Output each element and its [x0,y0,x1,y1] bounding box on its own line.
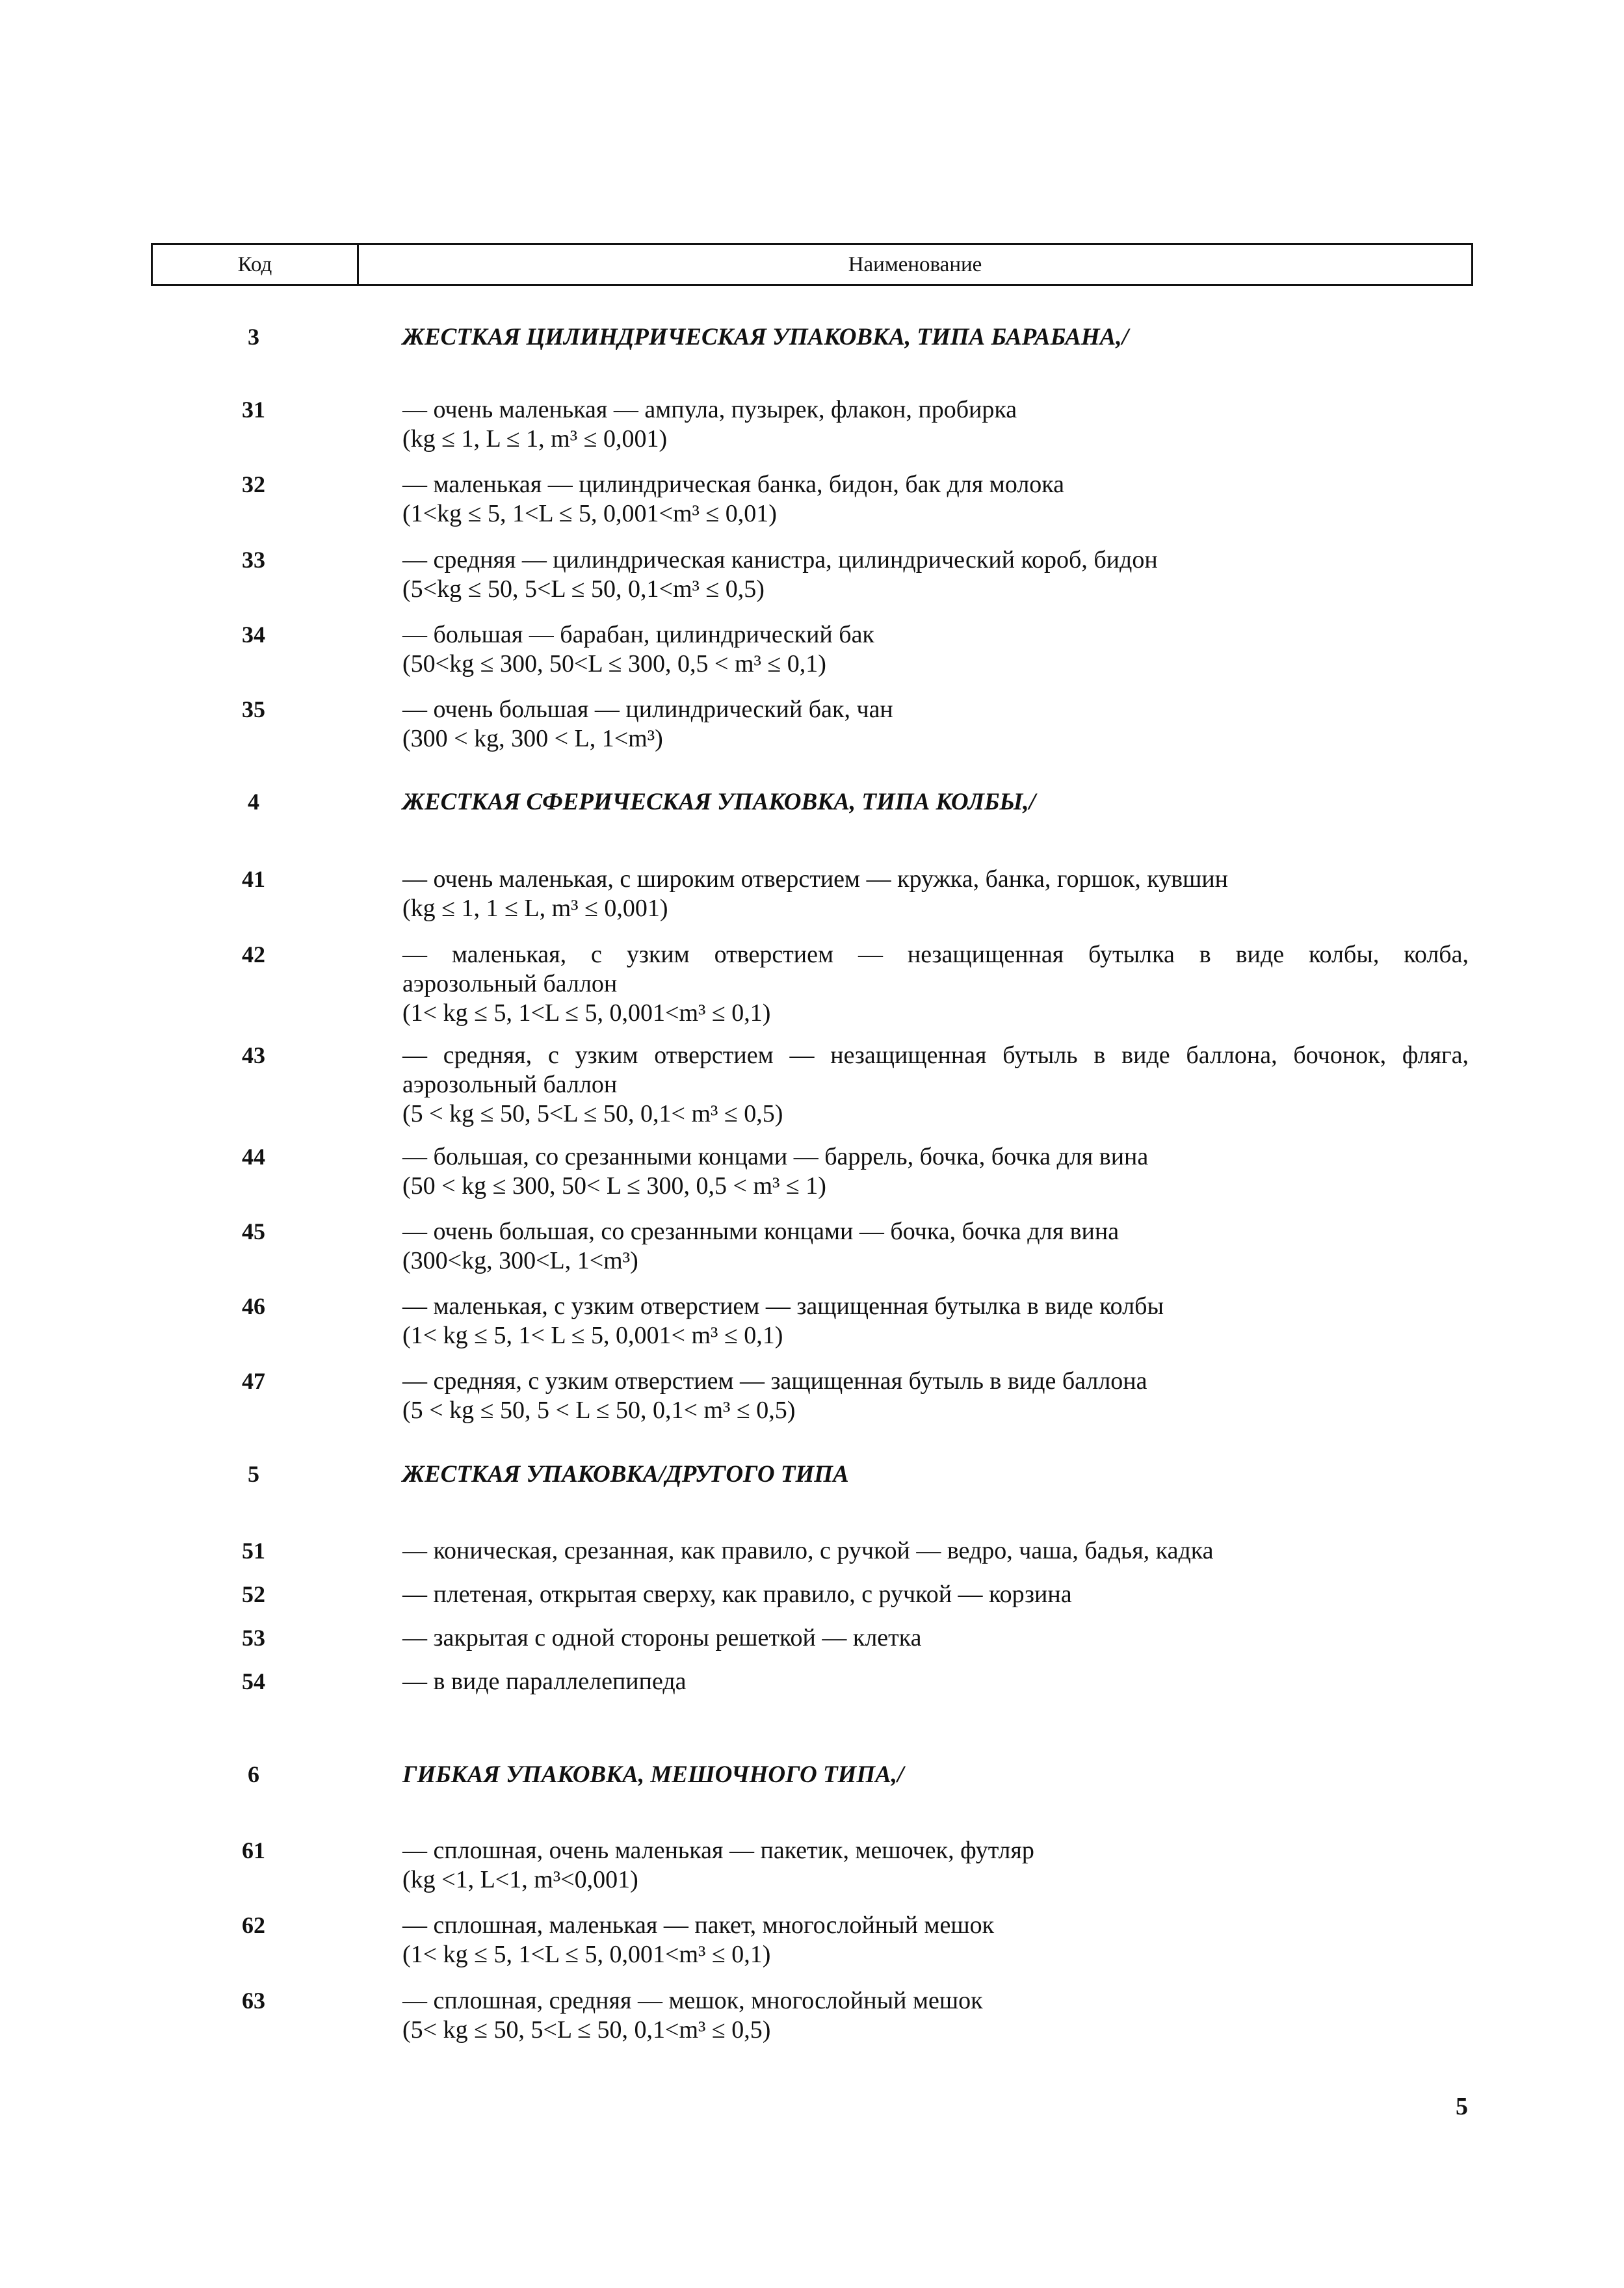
description-line: (1<kg ≤ 5, 1<L ≤ 5, 0,001<m³ ≤ 0,01) [402,500,777,527]
row-code: 5 [248,1461,259,1487]
section-title [402,322,1469,352]
page-number: 5 [1456,2093,1468,2120]
row-code: 47 [242,1368,265,1394]
description-line: — маленькая — цилиндрическая банка, бидон, бак для молока [402,471,1065,498]
description-line: — маленькая, с узким отверстием — незащищенная бутылка в виде колбы, колба, [402,941,1469,968]
description-line: — сплошная, очень маленькая — пакетик, мешочек, футляр [402,1837,1034,1864]
row-code: 42 [242,941,265,967]
row-description [402,1986,1469,2045]
row-description [402,1367,1469,1425]
description-line: — очень большая — цилиндрический бак, чан [402,696,893,723]
row-description [402,1041,1469,1129]
description-line: (300<kg, 300<L, 1<m³) [402,1247,638,1274]
description-line: (kg ≤ 1, L ≤ 1, m³ ≤ 0,001) [402,425,668,453]
description-line: ЖЕСТКАЯ УПАКОВКА/ДРУГОГО ТИПА [402,1461,849,1488]
description-line: — средняя, с узким отверстием — незащищенная бутыль в виде баллона, бочонок, фляга, [402,1042,1469,1069]
row-code: 45 [242,1218,265,1244]
section-title [402,1460,1469,1489]
row-code: 51 [242,1538,265,1564]
description-line: — сплошная, средняя — мешок, многослойный мешок [402,1987,983,2014]
row-description [402,546,1469,604]
row-description [402,695,1469,754]
row-code: 4 [248,789,259,815]
description-line: (1< kg ≤ 5, 1<L ≤ 5, 0,001<m³ ≤ 0,1) [402,999,771,1027]
header-code: Код [153,245,359,284]
description-line: — средняя, с узким отверстием — защищенная бутыль в виде баллона [402,1367,1147,1395]
row-code: 62 [242,1912,265,1938]
description-line: аэрозольный баллон [402,1071,618,1098]
row-description [402,620,1469,679]
row-code: 53 [242,1625,265,1651]
row-code: 3 [248,324,259,350]
row-description [402,1624,1469,1653]
row-code: 32 [242,471,265,497]
row-code: 43 [242,1042,265,1068]
description-line: — очень большая, со срезанными концами — бочка, бочка для вина [402,1218,1120,1245]
description-line: — средняя — цилиндрическая канистра, цилиндрический короб, бидон [402,546,1158,573]
description-line: — в виде параллелепипеда [402,1668,687,1695]
description-line: ЖЕСТКАЯ СФЕРИЧЕСКАЯ УПАКОВКА, ТИПА КОЛБЫ,/ [402,789,1036,815]
section-title [402,787,1469,817]
section-title [402,1760,1469,1789]
header-name: Наименование [848,252,982,276]
row-code: 44 [242,1144,265,1170]
row-description [402,1836,1469,1895]
description-line: — большая, со срезанными концами — баррель, бочка, бочка для вина [402,1143,1149,1170]
description-line: (5<kg ≤ 50, 5<L ≤ 50, 0,1<m³ ≤ 0,5) [402,575,765,603]
row-description [402,1142,1469,1201]
row-description [402,1580,1469,1609]
row-description [402,940,1469,1028]
description-line: (kg ≤ 1, 1 ≤ L, m³ ≤ 0,001) [402,895,668,922]
row-code: 6 [248,1761,259,1787]
row-description [402,865,1469,923]
row-code: 52 [242,1581,265,1607]
description-line: (1< kg ≤ 5, 1< L ≤ 5, 0,001< m³ ≤ 0,1) [402,1322,783,1349]
description-line: — очень маленькая — ампула, пузырек, флакон, пробирка [402,396,1017,423]
row-code: 46 [242,1293,265,1319]
description-line: (5 < kg ≤ 50, 5<L ≤ 50, 0,1< m³ ≤ 0,5) [402,1100,783,1127]
row-description [402,1911,1469,1969]
description-line: (1< kg ≤ 5, 1<L ≤ 5, 0,001<m³ ≤ 0,1) [402,1941,771,1968]
table-header [151,243,1473,286]
row-description [402,470,1469,529]
row-code: 35 [242,696,265,722]
row-code: 33 [242,547,265,573]
description-line: ЖЕСТКАЯ ЦИЛИНДРИЧЕСКАЯ УПАКОВКА, ТИПА БАРАБАНА,/ [402,324,1129,350]
description-line: (kg <1, L<1, m³<0,001) [402,1866,638,1893]
row-code: 31 [242,397,265,423]
row-description [402,1667,1469,1696]
row-description [402,1217,1469,1276]
description-line: аэрозольный баллон [402,970,618,997]
description-line: — большая — барабан, цилиндрический бак [402,621,874,648]
description-line: (5 < kg ≤ 50, 5 < L ≤ 50, 0,1< m³ ≤ 0,5) [402,1397,796,1424]
row-code: 34 [242,622,265,648]
row-code: 54 [242,1668,265,1694]
row-code: 41 [242,866,265,892]
description-line: (300 < kg, 300 < L, 1<m³) [402,725,663,752]
description-line: — очень маленькая, с широким отверстием — кружка, банка, горшок, кувшин [402,865,1229,893]
row-description [402,1292,1469,1350]
description-line: — сплошная, маленькая — пакет, многослойный мешок [402,1912,995,1939]
description-line: — плетеная, открытая сверху, как правило, с ручкой — корзина [402,1581,1072,1608]
description-line: — закрытая с одной стороны решеткой — клетка [402,1624,922,1651]
row-description [402,395,1469,454]
row-code: 63 [242,1988,265,2014]
row-description [402,1536,1469,1566]
description-line: (5< kg ≤ 50, 5<L ≤ 50, 0,1<m³ ≤ 0,5) [402,2016,771,2044]
description-line: (50 < kg ≤ 300, 50< L ≤ 300, 0,5 < m³ ≤ 1) [402,1172,826,1200]
description-line: — коническая, срезанная, как правило, с ручкой — ведро, чаша, бадья, кадка [402,1537,1214,1564]
description-line: — маленькая, с узким отверстием — защищенная бутылка в виде колбы [402,1293,1164,1320]
row-code: 61 [242,1837,265,1863]
description-line: ГИБКАЯ УПАКОВКА, МЕШОЧНОГО ТИПА,/ [402,1761,904,1788]
description-line: (50<kg ≤ 300, 50<L ≤ 300, 0,5 < m³ ≤ 0,1) [402,650,826,677]
